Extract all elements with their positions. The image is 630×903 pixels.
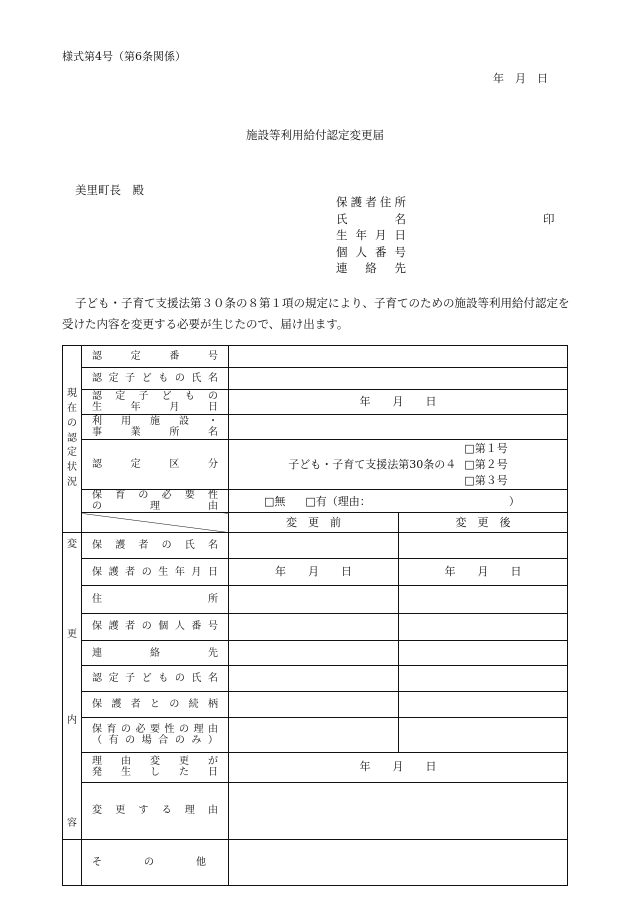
change-content-side-label: 変 更 内 容 xyxy=(63,533,82,840)
applicant-address-label: 保護者住所 xyxy=(336,195,406,209)
address-label: 住所 xyxy=(82,586,229,613)
guardian-name-label: 保護者の氏名 xyxy=(82,533,229,559)
after-header: 変 更 後 xyxy=(399,513,568,533)
guardian-name-before-field[interactable] xyxy=(229,533,399,559)
category-label: 認定区分 xyxy=(82,440,229,490)
necessity-none-checkbox[interactable]: □無 xyxy=(264,494,286,508)
child-name-label: 認定子どもの氏名 xyxy=(82,368,229,390)
applicant-contact-label: 連絡先 xyxy=(336,261,406,275)
necessity-yes-checkbox[interactable]: □有（理由： xyxy=(305,494,371,508)
child-name-field[interactable] xyxy=(229,368,568,390)
contact-before-field[interactable] xyxy=(229,641,399,666)
child-name-after-field[interactable] xyxy=(399,665,568,691)
address-after-field[interactable] xyxy=(399,586,568,613)
child-name-before-field[interactable] xyxy=(229,665,399,691)
submission-date: 年 月 日 xyxy=(493,72,548,85)
applicant-address-row xyxy=(336,194,561,211)
guardian-name-after-field[interactable] xyxy=(399,533,568,559)
necessity-label: 保育の必要性 の理由 xyxy=(82,490,229,513)
child-dob-label: 認定子どもの 生年月日 xyxy=(82,390,229,415)
relationship-after-field[interactable] xyxy=(399,692,568,718)
applicant-dob-row xyxy=(336,227,561,244)
relationship-label: 保護者との続柄 xyxy=(82,692,229,718)
category-option-3-checkbox[interactable]: □第３号 xyxy=(464,473,508,487)
change-form-table xyxy=(62,345,568,886)
necessity-close-paren: ） xyxy=(508,494,520,508)
applicant-dob-label: 生年月日 xyxy=(336,228,406,242)
seal-mark: 印 xyxy=(543,212,555,226)
category-field xyxy=(229,440,568,490)
change-date-field[interactable]: 年 月 日 xyxy=(229,752,568,782)
facility-name-label: 利用施設・ 事業所名 xyxy=(82,415,229,440)
current-status-side-label: 現 在 の 認 定 状 況 xyxy=(63,346,82,533)
category-option-1-checkbox[interactable]: □第１号 xyxy=(464,441,508,455)
applicant-block xyxy=(336,194,561,277)
child-name-change-label: 認定子どもの氏名 xyxy=(82,665,229,691)
cert-number-label: 認定番号 xyxy=(82,346,229,368)
statement-text: 子ども・子育て支援法第３０条の８第１項の規定により、子育てのための施設等利用給付認定を受けた内容を変更する必要が生じたので、届け出ます。 xyxy=(62,296,570,331)
guardian-id-after-field[interactable] xyxy=(399,613,568,640)
address-before-field[interactable] xyxy=(229,586,399,613)
header-diagonal-cell xyxy=(82,513,229,533)
guardian-id-label: 保護者の個人番号 xyxy=(82,613,229,640)
applicant-contact-row xyxy=(336,260,561,277)
cert-number-field[interactable] xyxy=(229,346,568,368)
contact-after-field[interactable] xyxy=(399,641,568,666)
document-title: 施設等利用給付認定変更届 xyxy=(246,128,384,142)
reason-label: 保育の必要性の理由 （有の場合のみ） xyxy=(82,718,229,753)
before-header: 変 更 前 xyxy=(229,513,399,533)
category-option-2-checkbox[interactable]: □第２号 xyxy=(464,457,508,471)
change-date-label: 理由変更が 発生した日 xyxy=(82,752,229,782)
reason-before-field[interactable] xyxy=(229,718,399,753)
category-law: 子ども・子育て支援法第30条の４ xyxy=(288,458,457,471)
applicant-id-row xyxy=(336,244,561,261)
applicant-name-label: 氏 名 xyxy=(336,211,406,226)
necessity-field xyxy=(229,490,568,513)
guardian-dob-label: 保護者の生年月日 xyxy=(82,559,229,586)
guardian-id-before-field[interactable] xyxy=(229,613,399,640)
form-number: 様式第4号（第6条関係） xyxy=(62,50,186,63)
change-reason-label: 変更する理由 xyxy=(82,782,229,839)
change-reason-field[interactable] xyxy=(229,782,568,839)
relationship-before-field[interactable] xyxy=(229,692,399,718)
change-content-side-bottom xyxy=(63,840,82,886)
other-label: その他 xyxy=(82,840,229,886)
contact-label: 連絡先 xyxy=(82,641,229,666)
applicant-id-label: 個人番号 xyxy=(336,244,406,259)
other-field[interactable] xyxy=(229,840,568,886)
child-dob-field[interactable]: 年 月 日 xyxy=(229,390,568,415)
applicant-name-row xyxy=(336,211,561,228)
reason-after-field[interactable] xyxy=(399,718,568,753)
guardian-dob-after-field[interactable]: 年 月 日 xyxy=(399,559,568,586)
facility-name-field[interactable] xyxy=(229,415,568,440)
addressee: 美里町長 殿 xyxy=(75,183,144,197)
guardian-dob-before-field[interactable]: 年 月 日 xyxy=(229,559,399,586)
